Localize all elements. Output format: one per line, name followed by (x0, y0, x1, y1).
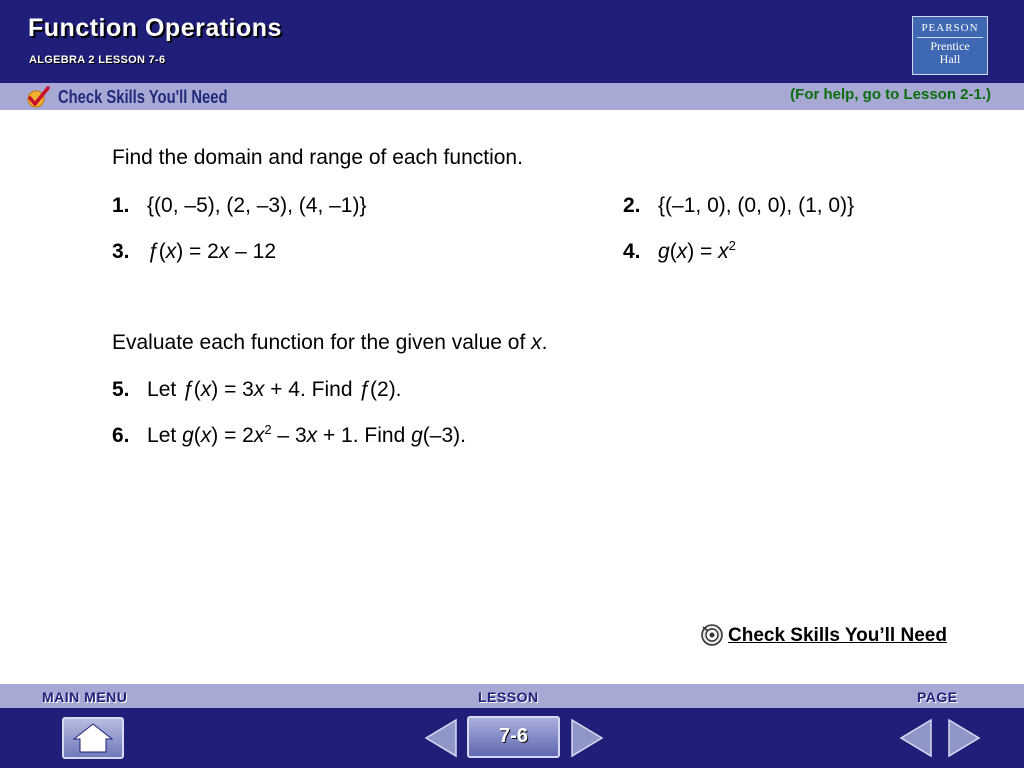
check-skills-link-text[interactable]: Check Skills You’ll Need (728, 625, 947, 646)
problem-3 (112, 240, 276, 264)
problem-5-find: + 4. Find (264, 378, 359, 401)
instruction-evaluate-var: x (531, 331, 542, 354)
problem-6-func2: g (411, 424, 423, 447)
problem-5-var2: x (253, 378, 265, 401)
problem-5-func: ƒ (182, 378, 194, 401)
problem-1-text: {(0, –5), (2, –3), (4, –1)} (147, 194, 367, 217)
problem-6-let: Let (147, 424, 183, 447)
problem-1-number: 1. (112, 194, 130, 217)
lesson-label: LESSON (478, 689, 539, 705)
logo-text-prentice: Prentice (930, 39, 970, 53)
logo-text-hall: Hall (939, 52, 961, 66)
problem-4-mid: ) = (687, 240, 719, 263)
problem-5-mid: ) = 3 (211, 378, 254, 401)
problem-3-end: – 12 (229, 240, 277, 263)
problem-6-find: + 1. Find (317, 424, 412, 447)
header-bar (0, 0, 1024, 83)
instruction-evaluate-end: . (541, 331, 548, 354)
problem-3-mid: ) = 2 (176, 240, 219, 263)
problem-3-func: ƒ (147, 240, 159, 263)
problem-6-paren: ( (193, 424, 201, 447)
problem-6-exponent: 2 (264, 422, 272, 437)
checkmark-icon (26, 86, 50, 108)
problem-4-func: g (658, 240, 670, 263)
logo-divider (917, 37, 983, 38)
problem-2-number: 2. (623, 194, 641, 217)
problem-5-let: Let (147, 378, 183, 401)
problem-4-var2: x (718, 240, 729, 263)
main-content (0, 110, 1024, 684)
instruction-domain-range: Find the domain and range of each function. (112, 146, 523, 169)
main-menu-label: MAIN MENU (42, 689, 128, 705)
problem-4-var: x (676, 240, 688, 263)
problem-3-var2: x (218, 240, 230, 263)
main-menu-button[interactable] (62, 717, 124, 759)
home-icon (64, 719, 122, 757)
page-prev-arrow-icon[interactable] (895, 716, 935, 760)
target-icon (700, 622, 724, 648)
pearson-logo (912, 16, 988, 75)
problem-5-number: 5. (112, 378, 130, 401)
instruction-evaluate-text: Evaluate each function for the given value of (112, 331, 532, 354)
problem-4-number: 4. (623, 240, 641, 263)
help-lesson-link[interactable]: (For help, go to Lesson 2-1.) (790, 86, 991, 103)
problem-6-func: g (182, 424, 194, 447)
lesson-subtitle: ALGEBRA 2 LESSON 7-6 (29, 54, 166, 66)
problem-4-paren: ( (669, 240, 677, 263)
footer-label-bar (0, 684, 1024, 708)
problem-2 (623, 194, 854, 218)
problem-6-var2: x (253, 424, 265, 447)
problem-4 (623, 240, 736, 264)
lesson-number-box[interactable]: 7-6 (467, 716, 560, 758)
check-skills-band (0, 83, 1024, 110)
problem-2-text: {(–1, 0), (0, 0), (1, 0)} (658, 194, 855, 217)
problem-3-number: 3. (112, 240, 130, 263)
page-title: Function Operations (28, 14, 282, 42)
problem-6-end: (–3). (422, 424, 466, 447)
problem-6-mid: ) = 2 (211, 424, 254, 447)
problem-4-exponent: 2 (728, 238, 736, 253)
problem-5-var: x (200, 378, 212, 401)
problem-5-paren: ( (193, 378, 201, 401)
instruction-evaluate (112, 331, 547, 355)
page-label: PAGE (917, 689, 958, 705)
problem-6-var3: x (306, 424, 318, 447)
problem-5-end: (2). (370, 378, 402, 401)
problem-3-var: x (165, 240, 177, 263)
problem-1 (112, 194, 366, 218)
lesson-prev-arrow-icon[interactable] (420, 716, 460, 760)
footer-nav-bar (0, 708, 1024, 768)
lesson-next-arrow-icon[interactable] (568, 716, 608, 760)
check-skills-title: Check Skills You'll Need (58, 87, 228, 107)
problem-3-paren: ( (158, 240, 166, 263)
problem-6-mid2: – 3 (271, 424, 307, 447)
problem-6-var: x (200, 424, 212, 447)
problem-5-func2: ƒ (358, 378, 371, 401)
problem-6-number: 6. (112, 424, 130, 447)
problem-6 (112, 424, 466, 448)
problem-5 (112, 378, 402, 402)
page-next-arrow-icon[interactable] (945, 716, 985, 760)
logo-text-pearson: PEARSON (921, 22, 979, 34)
